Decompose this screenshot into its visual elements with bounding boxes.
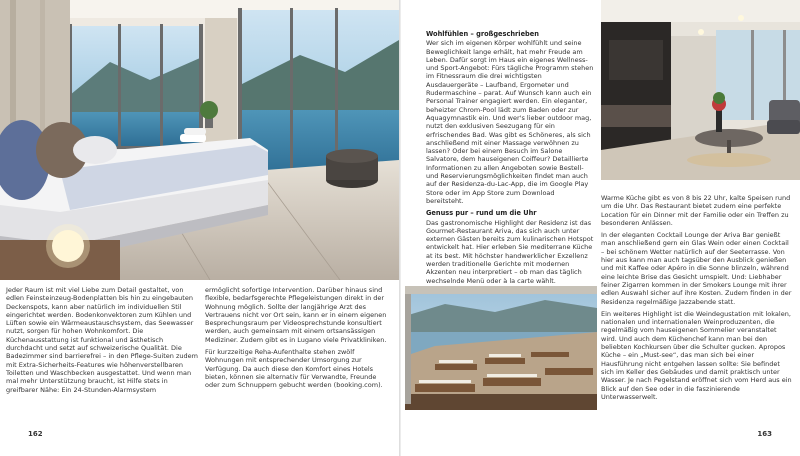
right-column-2-paragraph-2: In der eleganten Cocktail Lounge der Ariva Bar genießt man anschließend gern ein Glas Wein oder einen Cocktail – bei schönem Wetter natürlich auf der Seeterrasse. Von hier aus kann man auch tagsüber den Ausblick genießen und mit Kaffee oder Apéro in die Sonne blinzeln, während eine leichte Brise das Gesicht umspielt. Und: Liebhaber feiner Zigarren kommen in der Smokers Lounge mit ihrer edlen Auswahl sicher auf ihre Kosten. Zudem finden in der Residenza regelmäßige Jazzabende statt. xyxy=(601,231,792,306)
section-text-enjoyment: Das gastronomische Highlight der Residenz ist das Gourmet-Restaurant Ariva, das sich auch unter externen Gästen bereits zum kulinarischen Hotspot entwickelt hat. Hier erleben Sie mediterrane Küche at its best. Mit höchster handwerklicher Exzellenz werden traditionelle Gerichte mit modernen Akzenten neu interpretiert – ob man das täglich wechselnde Menü oder à la carte wählt. xyxy=(426,218,594,285)
lounge-photo xyxy=(601,0,800,180)
page-number-left: 162 xyxy=(28,430,43,438)
right-column-2 xyxy=(601,194,793,405)
section-heading-enjoyment: Genuss pur – rund um die Uhr xyxy=(426,209,537,218)
section-text-wellbeing: Wer sich im eigenen Körper wohlfühlt und seine Beweglichkeit lange erhält, hat mehr Freude am Leben. Dafür sorgt im Haus ein eigenes Wellness- und Sport-Angebot: Fürs tägliche Programm stehen im Fitnessraum die drei wichtigsten Ausdauergeräte – Laufband, Ergometer und Rudermaschine – parat. Auf Wunsch kann auch ein Personal Trainer engagiert werden. Ein eleganter, beheizter Chrom-Pool lädt zum Baden oder zur Aquagymnastik ein. Und wer's lieber outdoor mag, nutzt den exklusiven Seezugang für ein erfrischendes Bad. Was gibt es Schöneres, als sich anschließend mit einer Massage verwöhnen zu lassen? Oder bei einem Besuch im Salone Salvatore, dem hauseigenen Coiffeur? Detaillierte Informationen zu allen Angeboten sowie Bestell- und Reservierungsmöglichkeiten findet man auch auf der Residenza-du-Lac-App, die im Google Play Store oder im App Store zum Download bereitsteht. xyxy=(426,39,594,205)
bedroom-photo xyxy=(0,0,399,280)
right-column-2-paragraph-3: Ein weiteres Highlight ist die Weindegustation mit lokalen, nationalen und internationalen Weinproduzenten, die regelmäßig vom hauseigenen Sommelier veranstaltet wird. Und auch dem Küchenchef kann man bei den beliebten Kochkursen über die Schulter gucken. Apropos Küche – ein „Must-see“, das man sich bei einer Hausführung nicht entgehen lassen sollte: Sie befindet sich im Keller des Gebäudes und damit praktisch unter Wasser. Je nach Pegelstand eröffnet sich vom Herd aus ein Blick auf den See oder in die faszinierende Unterwasserwelt. xyxy=(601,309,792,401)
left-column-2 xyxy=(205,286,390,394)
right-page xyxy=(401,0,800,456)
section-heading-wellbeing: Wohlfühlen – großgeschrieben xyxy=(426,30,539,38)
terrace-photo xyxy=(405,286,597,410)
right-column-1 xyxy=(426,30,594,289)
left-column-1 xyxy=(6,286,198,398)
left-column-2-paragraph-1: ermöglicht sofortige Intervention. Darüber hinaus sind flexible, bedarfsgerechte Pflegeleistungen direkt in der Wohnung möglich. Sollte der langjährige Arzt des Vertrauens nicht vor Ort sein, kann er in einem eigenen Besprechungsraum per Videosprechstunde konsultiert werden, auch gemeinsam mit einem ortsansässigen Mediziner. Zudem gibt es in Lugano viele Privatkliniken. xyxy=(205,286,387,344)
right-column-2-paragraph-1: Warme Küche gibt es von 8 bis 22 Uhr, kalte Speisen rund um die Uhr. Das Restaurant bietet zudem eine perfekte Location für ein Dinner mit der Familie oder ein Treffen zu besonderen Anlässen. xyxy=(601,194,791,227)
page-number-right: 163 xyxy=(757,430,772,438)
left-column-2-paragraph-2: Für kurzzeitige Reha-Aufenthalte stehen zwölf Wohnungen mit entsprechender Umsorgung zur Verfügung. Da auch diese den Komfort eines Hotels bieten, können sie alternativ für Verwandte, Freunde oder zum Schnuppern gebucht werden (booking.com). xyxy=(205,348,383,390)
left-page xyxy=(0,0,399,456)
left-column-1-text: Jeder Raum ist mit viel Liebe zum Detail gestaltet, von edlen Feinsteinzeug-Bodenplatten bis hin zu eingebauten Deckenspots, kann aber natürlich im individuellen Stil eingerichtet werden. Bodenkonvektoren zum Kühlen und Lüften sowie ein Wärmeaustauschsystem, das Seewasser nutzt, sorgen für hohen Wohnkomfort. Die Küchenausstattung ist funktional und ästhetisch durchdacht und setzt auf schweizerische Qualität. Die Badezimmer sind barrierefrei – in den Pflege-Suiten zudem mit Extra-Sicherheits-Features wie höhenverstellbaren Toiletten und Waschbecken ausgestattet. Und wenn man mal mehr Unterstützung braucht, ist Hilfe stets in greifbarer Nähe: Ein 24-Stunden-Alarmsystem xyxy=(6,286,198,394)
